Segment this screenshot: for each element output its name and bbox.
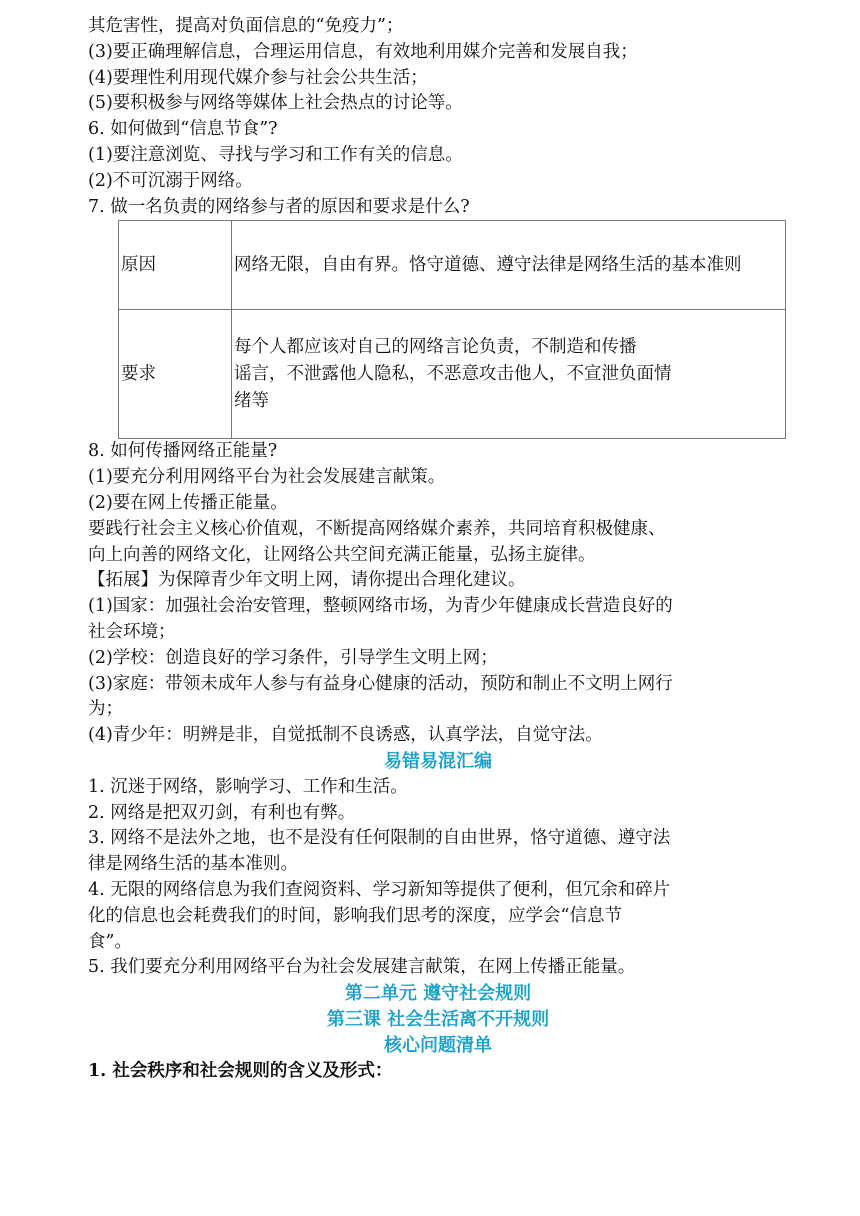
- text-line: (2)不可沉溺于网络。: [88, 170, 253, 191]
- text-line: 其危害性，提高对负面信息的“免疫力”；: [88, 16, 404, 36]
- table-row: [119, 221, 786, 310]
- list-item: 化的信息也会耗费我们的时间，影响我们思考的深度，应学会“信息节: [88, 905, 622, 926]
- text-line: 向上向善的网络文化，让网络公共空间充满正能量，弘扬主旋律。: [88, 544, 596, 565]
- heading-core: 核心问题清单: [384, 1034, 492, 1056]
- list-item: 5. 我们要充分利用网络平台为社会发展建言献策，在网上传播正能量。: [88, 957, 636, 978]
- cell-line: 每个人都应该对自己的网络言论负责，不制造和传播: [234, 336, 637, 357]
- text-line: (1)要充分利用网络平台为社会发展建言献策。: [88, 467, 446, 488]
- list-item: 食”。: [88, 931, 132, 952]
- text-line: (3)要正确理解信息，合理运用信息，有效地利用媒介完善和发展自我；: [88, 41, 638, 62]
- cell-line: 绪等: [234, 390, 269, 411]
- heading-lesson: 第三课 社会生活离不开规则: [326, 1008, 550, 1030]
- text-line: (1)要注意浏览、寻找与学习和工作有关的信息。: [88, 144, 463, 165]
- text-line: (3)家庭：带领未成年人参与有益身心健康的活动，预防和制止不文明上网行: [88, 673, 673, 694]
- extension-prompt: 【拓展】为保障青少年文明上网，请你提出合理化建议。: [88, 570, 526, 591]
- document-page: [88, 14, 788, 1084]
- heading-confusion: 易错易混汇编: [384, 750, 492, 772]
- question-6: 6. 如何做到“信息节食”?: [88, 119, 278, 140]
- text-line: 为；: [88, 699, 123, 720]
- table-cell-text: 网络无限，自由有界。恪守道德、遵守法律是网络生活的基本准则: [232, 221, 786, 310]
- list-item: 1. 沉迷于网络，影响学习、工作和生活。: [88, 776, 408, 797]
- table-cell-label: 要求: [119, 310, 232, 439]
- text-line: (2)要在网上传播正能量。: [88, 492, 288, 513]
- question-7: 7. 做一名负责的网络参与者的原因和要求是什么?: [88, 196, 470, 217]
- final-question: 1. 社会秩序和社会规则的含义及形式：: [88, 1060, 393, 1081]
- text-line: (1)国家：加强社会治安管理，整顿网络市场，为青少年健康成长营造良好的: [88, 596, 673, 617]
- text-line: (4)要理性利用现代媒介参与社会公共生活；: [88, 67, 428, 88]
- text-line: 要践行社会主义核心价值观，不断提高网络媒介素养，共同培育积极健康、: [88, 518, 666, 539]
- text-line: (5)要积极参与网络等媒体上社会热点的讨论等。: [88, 93, 463, 114]
- table-row: [119, 310, 786, 439]
- confusion-section: [88, 775, 788, 981]
- cell-line: 谣言，不泄露他人隐私，不恶意攻击他人，不宣泄负面情: [234, 363, 672, 384]
- list-item: 3. 网络不是法外之地，也不是没有任何限制的自由世界，恪守道德、遵守法: [88, 828, 671, 849]
- heading-unit: 第二单元 遵守社会规则: [344, 983, 532, 1005]
- list-item: 2. 网络是把双刃剑，有利也有弊。: [88, 802, 356, 823]
- table-cell-text: [232, 310, 786, 439]
- question-8: 8. 如何传播网络正能量?: [88, 441, 278, 462]
- list-item: 4. 无限的网络信息为我们查阅资料、学习新知等提供了便利，但冗余和碎片: [88, 879, 671, 900]
- list-item: 律是网络生活的基本准则。: [88, 854, 298, 875]
- text-line: 社会环境；: [88, 621, 176, 642]
- mid-section: [88, 439, 788, 749]
- text-line: (2)学校：创造良好的学习条件，引导学生文明上网；: [88, 647, 498, 668]
- table-cell-label: 原因: [119, 221, 232, 310]
- text-line: (4)青少年：明辨是非，自觉抵制不良诱惑，认真学法，自觉守法。: [88, 725, 603, 746]
- reason-requirement-table: [118, 220, 786, 439]
- top-section: [88, 14, 788, 220]
